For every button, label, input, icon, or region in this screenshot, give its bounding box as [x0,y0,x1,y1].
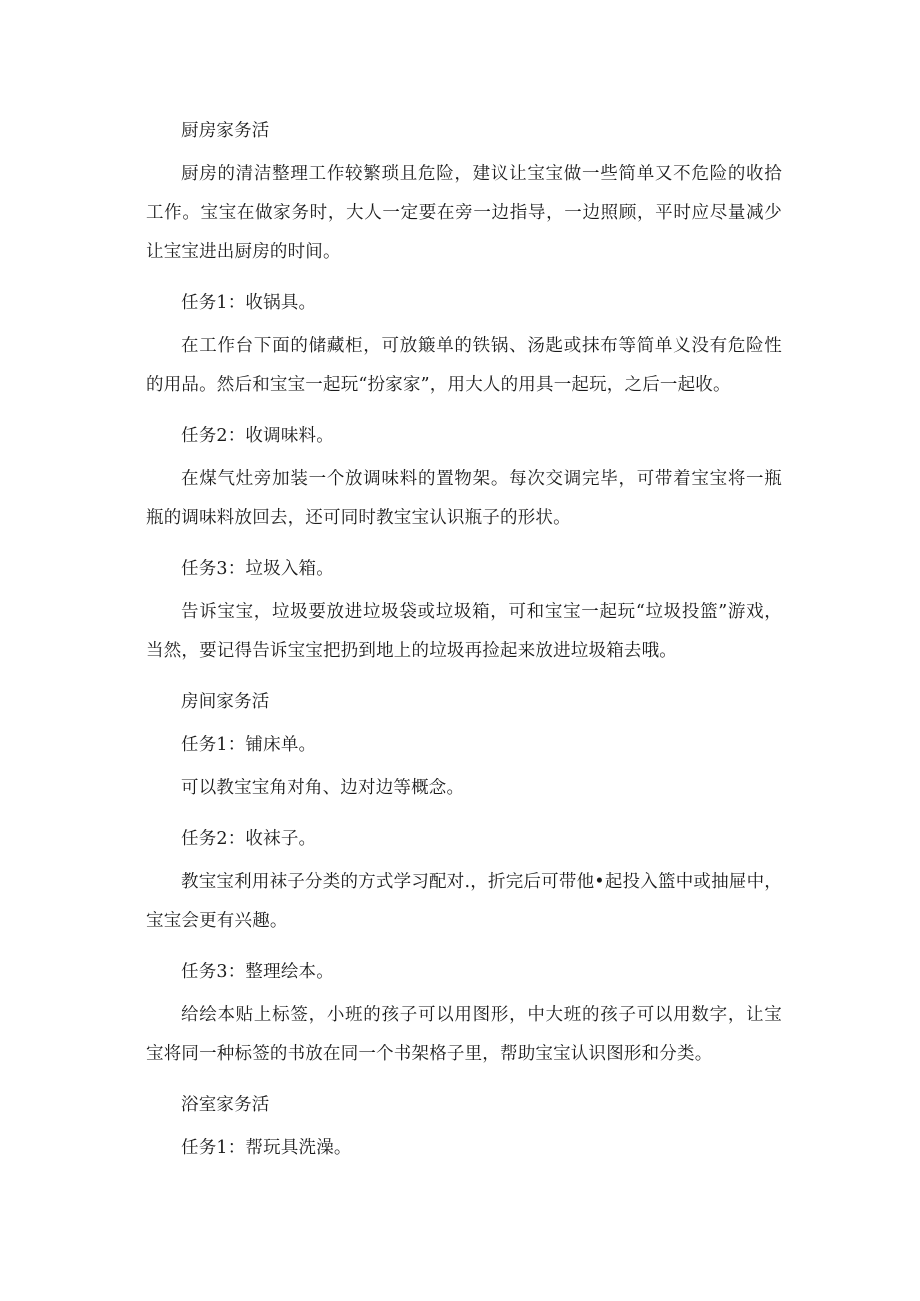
task-label-seasoning: 任务2：收调味料。 [181,426,334,446]
paragraph-socks: 教宝宝利用袜子分类的方式学习配对.，折完后可带他•起投入篮中或抽屉中，宝宝会更有兴趣。 [146,872,782,931]
task-label-picture-books: 任务3：整理绘本。 [181,962,334,982]
task-label-bedsheet: 任务1：铺床单。 [181,735,317,755]
paragraph-picture-books: 给绘本贴上标签，小班的孩子可以用图形，中大班的孩子可以用数字，让宝宝将同一种标签的书放在同一个书架格子里，帮助宝宝认识图形和分类。 [146,1005,782,1064]
task-label-cookware: 任务1：收锅具。 [181,293,317,313]
paragraph-trash: 告诉宝宝，垃圾要放进垃圾袋或垃圾箱，可和宝宝一起玩“垃圾投篮”游戏，当然，要记得告诉宝宝把扔到地上的垃圾再捡起来放进垃圾箱去哦。 [146,602,782,661]
task-label-trash: 任务3：垃圾入箱。 [181,559,334,579]
document-body [146,112,782,1172]
paragraph-cookware: 在工作台下面的储藏柜，可放簸单的铁锅、汤匙或抹布等简单义没有危险性的用品。然后和宝宝一起玩“扮家家”，用大人的用具一起玩，之后一起收。 [146,336,782,395]
section-heading-bathroom: 浴室家务活 [181,1095,270,1115]
task-label-toy-bath: 任务1：帮玩具洗澡。 [181,1138,352,1158]
paragraph-kitchen-intro: 厨房的清洁整理工作较繁琐且危险，建议让宝宝做一些简单又不危险的收拾工作。宝宝在做家务时，大人一定要在旁一边指导，一边照顾，平时应尽量减少让宝宝进出厨房的时间。 [146,164,782,262]
paragraph-bedsheet: 可以教宝宝角对角、边对边等概念。 [181,778,465,798]
paragraph-seasoning: 在煤气灶旁加装一个放调味料的置物架。每次交调完毕，可带着宝宝将一瓶瓶的调味料放回去，还可同时教宝宝认识瓶子的形状。 [146,469,782,528]
task-label-socks: 任务2：收袜子。 [181,829,317,849]
section-heading-kitchen: 厨房家务活 [181,121,270,141]
section-heading-bedroom: 房间家务活 [181,692,270,712]
